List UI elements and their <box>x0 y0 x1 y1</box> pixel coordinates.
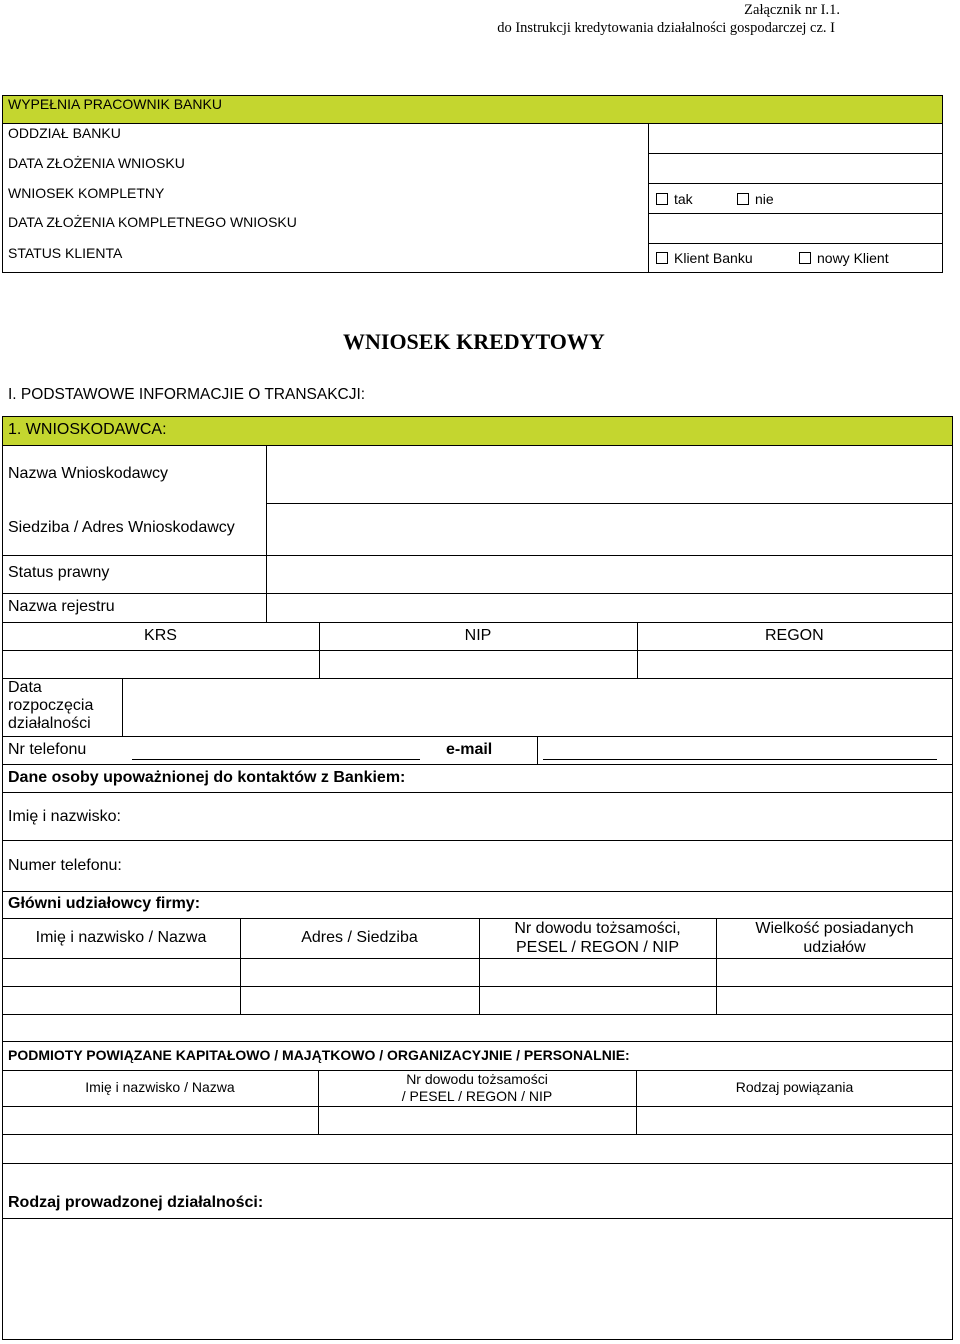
applicant-address-field[interactable] <box>267 504 952 555</box>
client-bank-option[interactable]: Klient Banku <box>656 250 753 266</box>
label-application-complete: WNIOSEK KOMPLETNY <box>8 185 165 201</box>
shareholders-title: Główni udziałowcy firmy: <box>8 895 201 912</box>
bank-section-title: WYPEŁNIA PRACOWNIK BANKU <box>8 96 222 112</box>
label-register-name: Nazwa rejestru <box>8 598 115 615</box>
applicant-name-field[interactable] <box>267 446 952 503</box>
label-legal-status: Status prawny <box>8 564 110 581</box>
email-field[interactable] <box>543 759 937 760</box>
complete-no-option[interactable]: nie <box>737 191 774 207</box>
label-submission-date: DATA ZŁOŻENIA WNIOSKU <box>8 155 185 171</box>
label-email: e-mail <box>446 741 493 758</box>
label-start-date: Data rozpoczęcia działalności <box>8 679 94 732</box>
checkbox-icon[interactable] <box>656 193 668 205</box>
label-applicant-name: Nazwa Wnioskodawcy <box>8 465 169 482</box>
checkbox-icon[interactable] <box>737 193 749 205</box>
col-shareholder-id: Nr dowodu tożsamości, PESEL / REGON / NIP <box>514 920 681 956</box>
checkbox-icon[interactable] <box>799 252 811 264</box>
header-krs: KRS <box>144 627 177 644</box>
attachment-number: Załącznik nr I.1. <box>744 2 840 18</box>
complete-yes-option[interactable]: tak <box>656 191 693 207</box>
activity-title: Rodzaj prowadzonej działalności: <box>8 1194 264 1211</box>
header-nip: NIP <box>464 627 492 644</box>
col-shareholder-address: Adres / Siedziba <box>301 929 418 946</box>
form-title: WNIOSEK KREDYTOWY <box>343 329 605 354</box>
label-complete-date: DATA ZŁOŻENIA KOMPLETNEGO WNIOSKU <box>8 214 297 230</box>
attachment-description: do Instrukcji kredytowania działalności gospodarczej cz. I <box>497 20 835 36</box>
label-phone: Nr telefonu <box>8 741 87 758</box>
checkbox-icon[interactable] <box>656 252 668 264</box>
phone-field[interactable] <box>132 759 420 760</box>
activity-field[interactable] <box>3 1219 952 1339</box>
col-related-id: Nr dowodu tożsamości / PESEL / REGON / NIP <box>401 1071 553 1104</box>
header-regon: REGON <box>765 627 824 644</box>
section-title: I. PODSTAWOWE INFORMACJIE O TRANSAKCJI: <box>8 386 366 403</box>
col-shareholder-shares: Wielkość posiadanych udziałów <box>755 920 914 956</box>
label-contact-phone: Numer telefonu: <box>8 857 122 874</box>
label-branch: ODDZIAŁ BANKU <box>8 125 121 141</box>
label-applicant-address: Siedziba / Adres Wnioskodawcy <box>8 519 235 536</box>
applicant-title: 1. WNIOSKODAWCA: <box>8 421 167 438</box>
label-client-status: STATUS KLIENTA <box>8 245 123 261</box>
client-new-option[interactable]: nowy Klient <box>799 250 889 266</box>
related-entities-title: PODMIOTY POWIĄZANE KAPITAŁOWO / MAJĄTKOWO / ORGANIZACYJNIE / PERSONALNIE: <box>8 1047 630 1063</box>
col-shareholder-name: Imię i nazwisko / Nazwa <box>35 929 207 946</box>
label-contact-name: Imię i nazwisko: <box>8 808 121 825</box>
col-related-type: Rodzaj powiązania <box>735 1079 854 1095</box>
col-related-name: Imię i nazwisko / Nazwa <box>85 1079 235 1095</box>
shareholders-table <box>2 891 953 1042</box>
contact-section-title: Dane osoby upoważnionej do kontaktów z Bankiem: <box>8 769 406 786</box>
